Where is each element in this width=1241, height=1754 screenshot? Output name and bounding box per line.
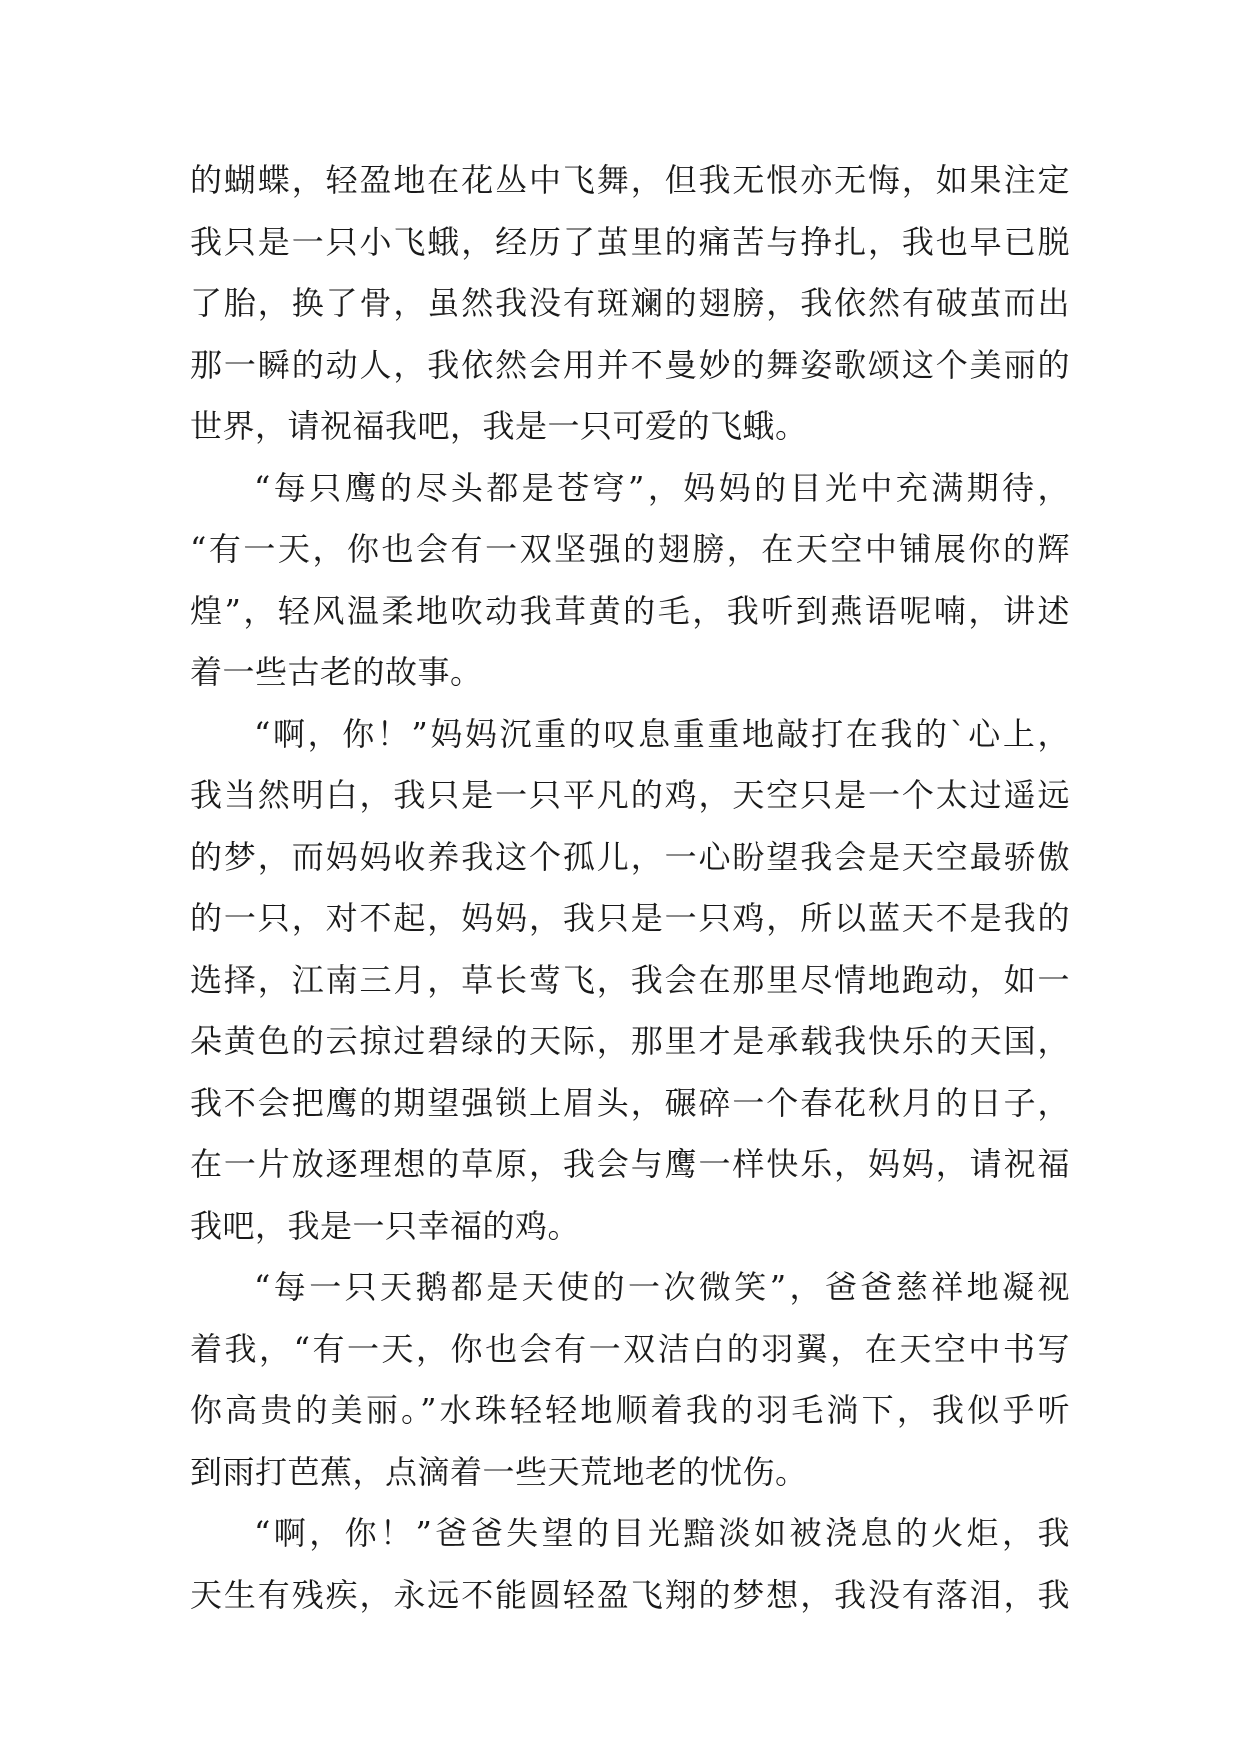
text-line: 煌”，轻风温柔地吹动我茸黄的毛，我听到燕语呢喃，讲述: [190, 591, 1070, 630]
text-line: 我不会把鹰的期望强锁上眉头，碾碎一个春花秋月的日子，: [190, 1083, 1070, 1122]
text-line: 选择，江南三月，草长莺飞，我会在那里尽情地跑动，如一: [190, 960, 1070, 999]
text-line: “啊，你！”爸爸失望的目光黯淡如被浇息的火炬，我: [254, 1514, 1070, 1552]
text-line: 着一些古老的故事。: [190, 653, 483, 691]
paragraph: [190, 704, 1070, 1258]
text-line: “啊，你！”妈妈沉重的叹息重重地敲打在我的`心上，: [254, 714, 1070, 753]
paragraph: [190, 1503, 1070, 1626]
paragraph: [190, 150, 1070, 458]
text-line: “每一只天鹅都是天使的一次微笑”，爸爸慈祥地凝视: [254, 1268, 1070, 1306]
text-line: 在一片放逐理想的草原，我会与鹰一样快乐，妈妈，请祝福: [190, 1145, 1070, 1183]
text-line: “有一天，你也会有一双坚强的翅膀，在天空中铺展你的辉: [190, 530, 1070, 568]
body-text: [190, 150, 1070, 1626]
paragraph: [190, 458, 1070, 704]
text-line: 的梦，而妈妈收养我这个孤儿，一心盼望我会是天空最骄傲: [190, 837, 1070, 876]
text-line: 着我，“有一天，你也会有一双洁白的羽翼，在天空中书写: [190, 1329, 1070, 1368]
text-line: 那一瞬的动人，我依然会用并不曼妙的舞姿歌颂这个美丽的: [190, 345, 1070, 384]
text-line: 朵黄色的云掠过碧绿的天际，那里才是承载我快乐的天国，: [190, 1022, 1070, 1060]
text-line: 世界，请祝福我吧，我是一只可爱的飞蛾。: [190, 407, 808, 445]
text-line: 的蝴蝶，轻盈地在花丛中飞舞，但我无恨亦无悔，如果注定: [190, 161, 1070, 199]
text-line: 我当然明白，我只是一只平凡的鸡，天空只是一个太过遥远: [190, 776, 1070, 814]
text-line: 天生有残疾，永远不能圆轻盈飞翔的梦想，我没有落泪，我: [190, 1575, 1070, 1614]
text-line: 到雨打芭蕉，点滴着一些天荒地老的忧伤。: [190, 1452, 808, 1491]
text-line: 你高贵的美丽。”水珠轻轻地顺着我的羽毛淌下，我似乎听: [190, 1391, 1070, 1429]
text-line: 了胎，换了骨，虽然我没有斑斓的翅膀，我依然有破茧而出: [190, 284, 1070, 322]
text-line: 我只是一只小飞蛾，经历了茧里的痛苦与挣扎，我也早已脱: [190, 222, 1070, 261]
text-line: 的一只，对不起，妈妈，我只是一只鸡，所以蓝天不是我的: [190, 899, 1070, 937]
paragraph: [190, 1257, 1070, 1503]
text-line: 我吧，我是一只幸福的鸡。: [190, 1206, 581, 1245]
text-line: “每只鹰的尽头都是苍穹”，妈妈的目光中充满期待，: [254, 468, 1070, 507]
